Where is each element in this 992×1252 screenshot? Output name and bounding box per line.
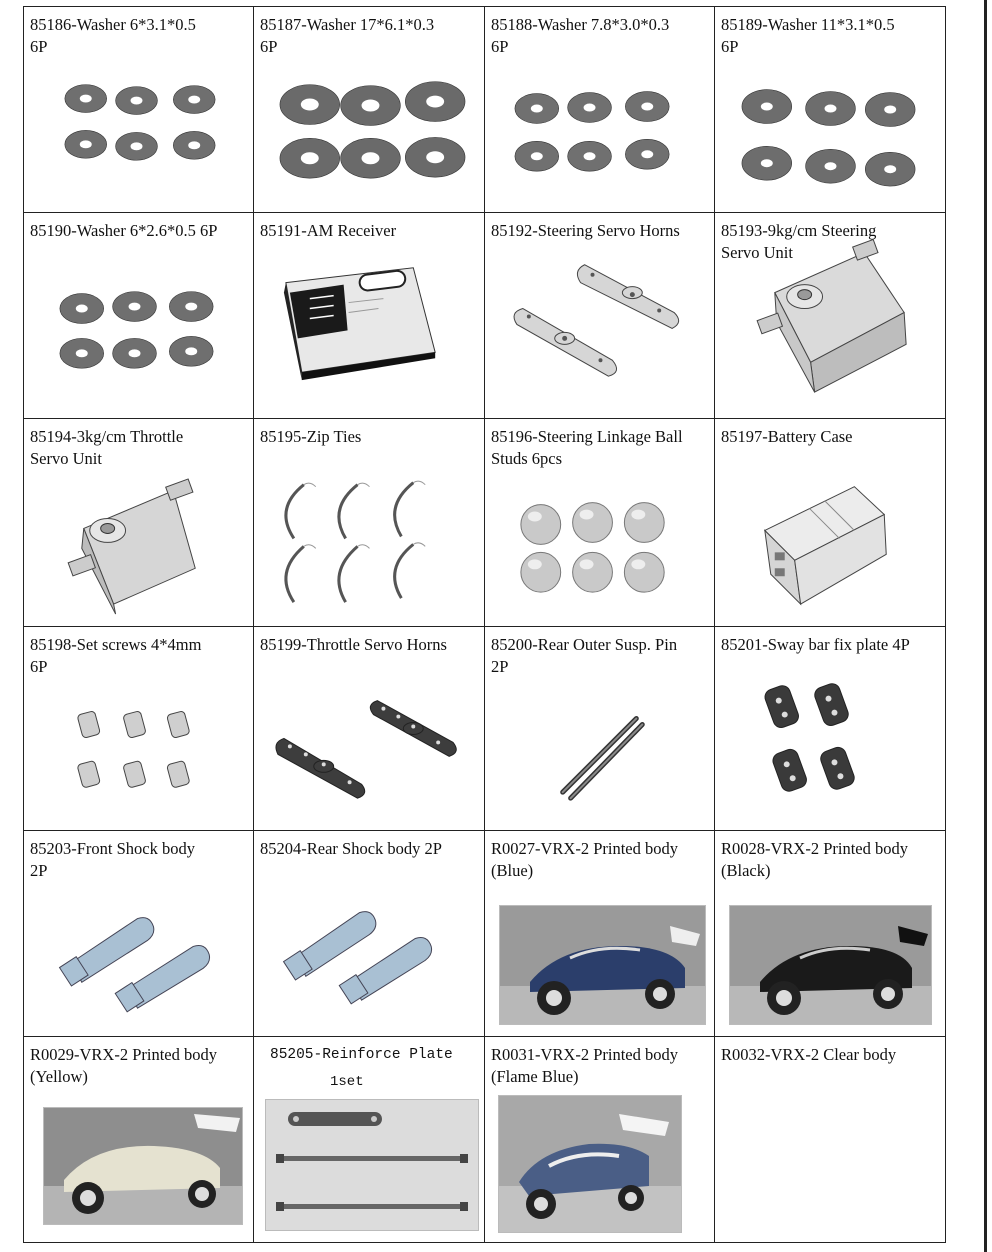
part-cell-85191 <box>254 213 485 419</box>
servo-horn-icon <box>485 213 714 418</box>
part-cell-85196 <box>485 419 715 627</box>
car-photo <box>43 1107 243 1225</box>
car-photo <box>498 1095 682 1233</box>
part-label: 85190-Washer 6*2.6*0.5 6P <box>30 221 218 240</box>
servo-horn-icon <box>254 627 484 830</box>
part-label: 85194-3kg/cm Throttle Servo Unit <box>30 427 184 468</box>
part-cell-85204 <box>254 831 485 1037</box>
part-cell-85193 <box>715 213 946 419</box>
zip-tie-icon <box>254 419 484 626</box>
part-cell-R0028 <box>715 831 946 1037</box>
part-cell-85195 <box>254 419 485 627</box>
part-cell-R0031 <box>485 1037 715 1243</box>
part-label: 85200-Rear Outer Susp. Pin 2P <box>491 635 678 676</box>
shock-body-icon <box>254 831 484 1036</box>
parts-grid <box>23 6 946 1243</box>
part-cell-85194 <box>24 419 254 627</box>
part-cell-85192 <box>485 213 715 419</box>
part-cell-85187 <box>254 7 485 213</box>
battery-case-icon <box>715 419 945 626</box>
servo-icon <box>715 213 945 418</box>
part-label: 85186-Washer 6*3.1*0.5 6P <box>30 15 196 56</box>
part-cell-85189 <box>715 7 946 213</box>
part-cell-85200 <box>485 627 715 831</box>
ball-stud-icon <box>485 419 714 626</box>
reinforce-plate-photo <box>265 1099 479 1231</box>
part-label: 85193-9kg/cm Steering Servo Unit <box>721 221 877 262</box>
washer-icon <box>24 7 253 212</box>
part-label: R0027-VRX-2 Printed body (Blue) <box>491 839 678 880</box>
part-cell-85205 <box>254 1037 485 1243</box>
part-label: 85197-Battery Case <box>721 427 853 446</box>
car-photo <box>499 905 706 1025</box>
part-sublabel: 1set <box>330 1074 364 1090</box>
part-cell-85188 <box>485 7 715 213</box>
part-label: 85192-Steering Servo Horns <box>491 221 680 240</box>
set-screw-icon <box>24 627 253 830</box>
servo-icon <box>24 419 253 626</box>
part-label: 85201-Sway bar fix plate 4P <box>721 635 910 654</box>
plate-icon <box>715 627 945 830</box>
washer-icon <box>715 7 945 212</box>
car-photo <box>729 905 932 1025</box>
part-cell-85199 <box>254 627 485 831</box>
part-cell-85197 <box>715 419 946 627</box>
part-label: 85205-Reinforce Plate <box>270 1047 453 1063</box>
part-cell-85190 <box>24 213 254 419</box>
pin-icon <box>485 627 714 830</box>
washer-icon <box>24 213 253 418</box>
part-label: 85196-Steering Linkage Ball Studs 6pcs <box>491 427 683 468</box>
part-cell-85198 <box>24 627 254 831</box>
part-label: 85199-Throttle Servo Horns <box>260 635 447 654</box>
part-cell-85201 <box>715 627 946 831</box>
part-label: 85191-AM Receiver <box>260 221 397 240</box>
part-label: 85195-Zip Ties <box>260 427 362 446</box>
part-cell-R0027 <box>485 831 715 1037</box>
shock-body-icon <box>24 831 253 1036</box>
part-label: 85189-Washer 11*3.1*0.5 6P <box>721 15 895 56</box>
part-cell-R0032 <box>715 1037 946 1243</box>
part-label: 85187-Washer 17*6.1*0.3 6P <box>260 15 435 56</box>
receiver-icon <box>254 213 484 418</box>
part-cell-85203 <box>24 831 254 1037</box>
part-label: 85203-Front Shock body 2P <box>30 839 195 880</box>
washer-icon <box>485 7 714 212</box>
part-label: 85204-Rear Shock body 2P <box>260 839 442 858</box>
part-label: 85198-Set screws 4*4mm 6P <box>30 635 202 676</box>
part-cell-R0029 <box>24 1037 254 1243</box>
part-label: 85188-Washer 7.8*3.0*0.3 6P <box>491 15 670 56</box>
part-cell-85186 <box>24 7 254 213</box>
washer-icon <box>254 7 484 212</box>
part-label: R0031-VRX-2 Printed body (Flame Blue) <box>491 1045 678 1086</box>
part-label: R0028-VRX-2 Printed body (Black) <box>721 839 908 880</box>
part-label: R0029-VRX-2 Printed body (Yellow) <box>30 1045 217 1086</box>
part-label: R0032-VRX-2 Clear body <box>721 1045 897 1064</box>
page-right-border <box>984 0 987 1252</box>
